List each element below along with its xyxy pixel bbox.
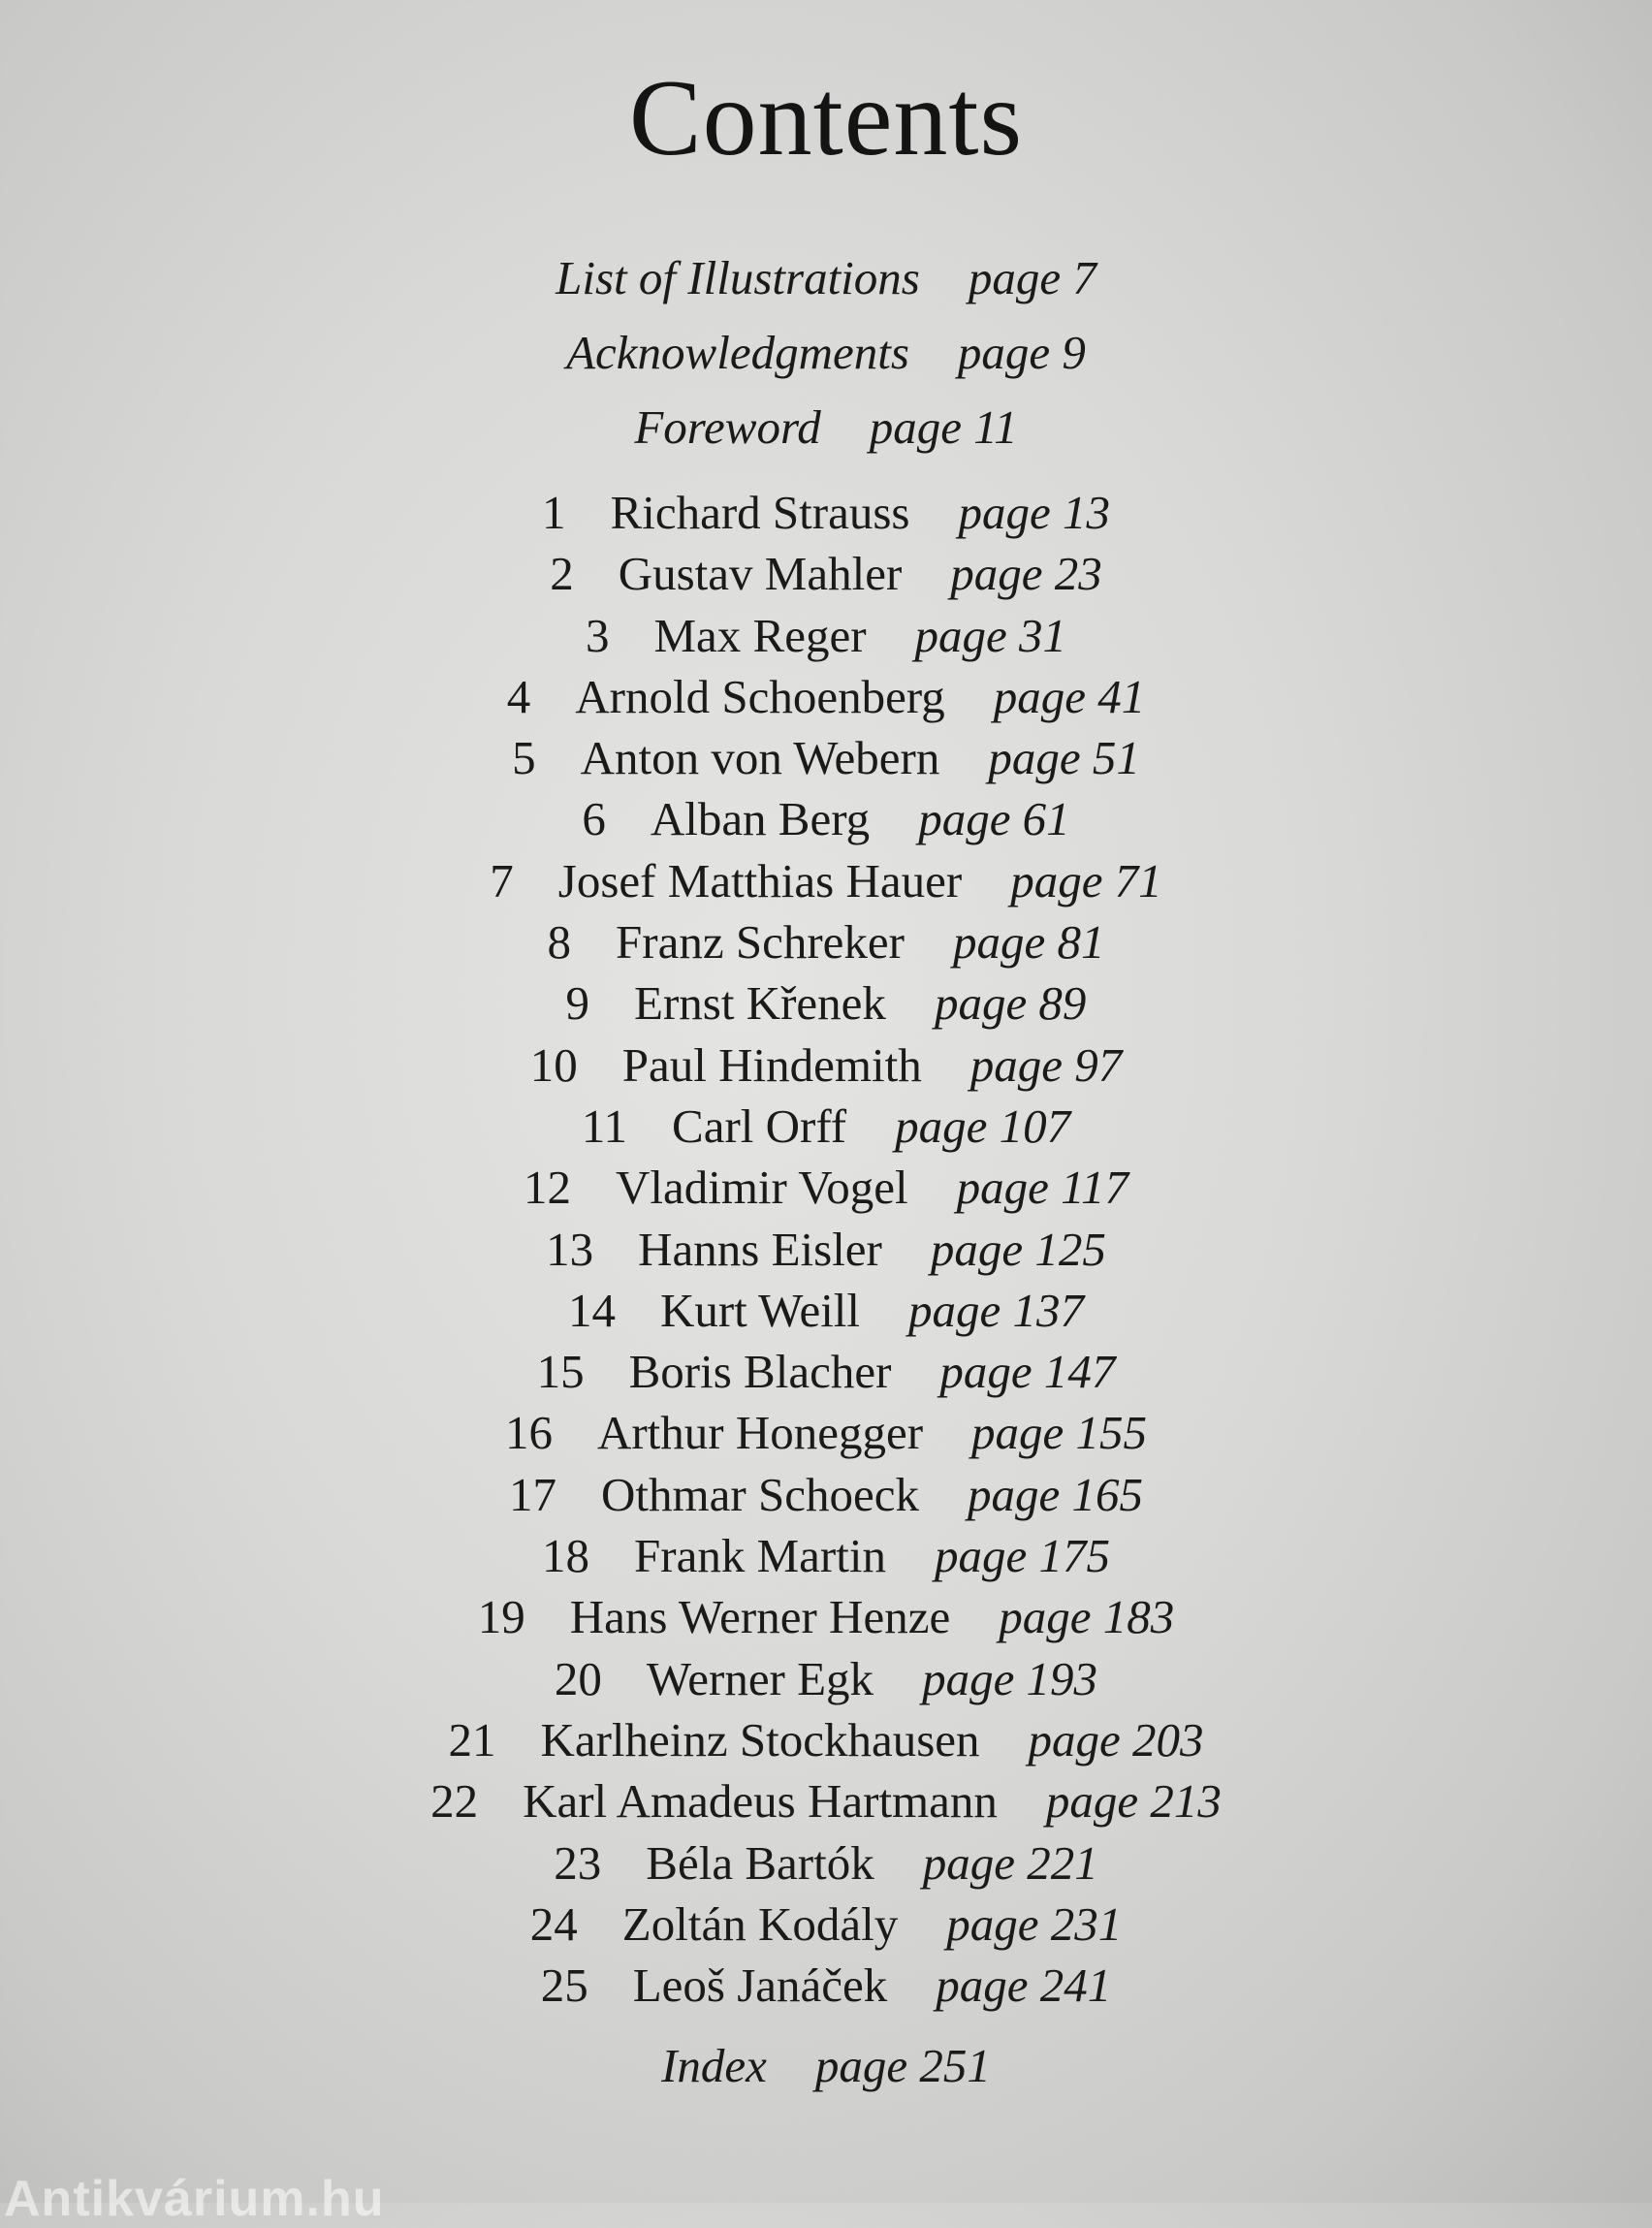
chapter-name: Anton von Webern bbox=[580, 731, 940, 785]
chapter-name: Werner Egk bbox=[646, 1651, 874, 1705]
chapter-page: page 41 bbox=[993, 669, 1146, 723]
chapter-entry[interactable] bbox=[0, 1222, 1652, 1283]
chapter-name: Frank Martin bbox=[634, 1529, 886, 1583]
chapter-name: Vladimir Vogel bbox=[615, 1161, 908, 1215]
chapter-name: Boris Blacher bbox=[628, 1345, 892, 1399]
chapter-name: Kurt Weill bbox=[659, 1283, 861, 1337]
chapter-page: page 183 bbox=[999, 1590, 1175, 1644]
chapter-entry[interactable] bbox=[0, 485, 1652, 546]
back-matter-list bbox=[0, 2038, 1652, 2106]
chapter-name: Zoltán Kodály bbox=[621, 1896, 899, 1951]
chapter-page: page 71 bbox=[1010, 853, 1162, 907]
chapter-number: 23 bbox=[554, 1835, 602, 1890]
chapter-number: 20 bbox=[554, 1651, 602, 1705]
chapter-number: 10 bbox=[529, 1037, 578, 1092]
back-matter-entry[interactable] bbox=[0, 2038, 1652, 2106]
chapter-entry[interactable] bbox=[0, 1098, 1652, 1160]
front-matter-entry[interactable] bbox=[0, 399, 1652, 474]
chapter-number: 1 bbox=[542, 486, 566, 539]
chapter-number: 7 bbox=[490, 853, 514, 907]
chapter-number: 8 bbox=[547, 915, 572, 970]
chapter-number: 3 bbox=[585, 608, 610, 662]
chapter-entry[interactable] bbox=[0, 1896, 1652, 1957]
chapter-page: page 137 bbox=[908, 1283, 1085, 1337]
chapter-page: page 13 bbox=[958, 486, 1110, 539]
chapter-entry[interactable] bbox=[0, 1160, 1652, 1221]
entry-page: page 11 bbox=[869, 400, 1018, 454]
chapter-name: Richard Strauss bbox=[610, 486, 910, 539]
chapter-name: Karl Amadeus Hartmann bbox=[523, 1774, 998, 1829]
chapter-entry[interactable] bbox=[0, 1528, 1652, 1589]
chapter-entry[interactable] bbox=[0, 1467, 1652, 1528]
watermark: Antikvárium.hu bbox=[4, 2171, 385, 2227]
entry-page: page 9 bbox=[957, 326, 1086, 379]
chapter-page: page 97 bbox=[969, 1037, 1123, 1092]
chapter-page: page 23 bbox=[950, 547, 1102, 601]
chapter-entry[interactable] bbox=[0, 1283, 1652, 1344]
chapter-entry[interactable] bbox=[0, 1405, 1652, 1466]
chapter-page: page 175 bbox=[934, 1529, 1110, 1583]
entry-title: Foreword bbox=[634, 400, 821, 454]
chapter-entry[interactable] bbox=[0, 1344, 1652, 1405]
chapter-name: Othmar Schoeck bbox=[601, 1467, 919, 1521]
chapter-name: Arthur Honegger bbox=[596, 1406, 924, 1460]
entry-page: page 251 bbox=[814, 2039, 991, 2092]
chapter-name: Arnold Schoenberg bbox=[575, 669, 945, 723]
entry-page: page 7 bbox=[968, 251, 1096, 304]
chapter-page: page 51 bbox=[988, 731, 1140, 785]
chapter-number: 11 bbox=[581, 1098, 628, 1153]
chapter-number: 15 bbox=[536, 1345, 585, 1399]
page-title: Contents bbox=[628, 58, 1024, 178]
chapter-page: page 165 bbox=[967, 1467, 1143, 1521]
chapter-entry[interactable] bbox=[0, 1773, 1652, 1834]
front-matter-list bbox=[0, 250, 1652, 474]
entry-title: Index bbox=[661, 2039, 767, 2092]
chapter-entry[interactable] bbox=[0, 853, 1652, 914]
chapter-entry[interactable] bbox=[0, 791, 1652, 852]
front-matter-entry[interactable] bbox=[0, 250, 1652, 325]
chapter-entry[interactable] bbox=[0, 1712, 1652, 1773]
chapter-number: 19 bbox=[477, 1590, 525, 1644]
chapter-name: Ernst Křenek bbox=[634, 976, 886, 1031]
chapter-entry[interactable] bbox=[0, 975, 1652, 1036]
chapter-entry[interactable] bbox=[0, 1835, 1652, 1896]
chapter-page: page 231 bbox=[946, 1896, 1123, 1951]
entry-title: Acknowledgments bbox=[566, 326, 909, 379]
front-matter-entry[interactable] bbox=[0, 325, 1652, 399]
chapter-page: page 221 bbox=[922, 1835, 1098, 1890]
chapter-page: page 89 bbox=[934, 976, 1087, 1031]
chapter-page: page 155 bbox=[971, 1406, 1148, 1460]
chapter-number: 5 bbox=[512, 731, 536, 785]
entry-title: List of Illustrations bbox=[556, 251, 920, 304]
chapter-number: 16 bbox=[504, 1406, 553, 1460]
chapter-page: page 117 bbox=[956, 1161, 1129, 1215]
chapter-entry[interactable] bbox=[0, 1589, 1652, 1650]
chapter-number: 13 bbox=[546, 1222, 594, 1276]
chapter-name: Leoš Janáček bbox=[632, 1958, 888, 2013]
chapter-page: page 213 bbox=[1045, 1774, 1222, 1829]
chapter-number: 24 bbox=[529, 1896, 578, 1951]
chapter-entry[interactable] bbox=[0, 1037, 1652, 1098]
chapter-entry[interactable] bbox=[0, 1651, 1652, 1712]
chapter-name: Josef Matthias Hauer bbox=[557, 853, 963, 907]
chapter-name: Franz Schreker bbox=[616, 915, 905, 970]
chapter-number: 14 bbox=[567, 1283, 616, 1337]
chapter-number: 2 bbox=[550, 547, 574, 601]
chapter-number: 12 bbox=[523, 1161, 571, 1215]
chapter-name: Gustav Mahler bbox=[618, 547, 903, 601]
chapter-page: page 193 bbox=[922, 1651, 1098, 1705]
chapter-number: 17 bbox=[509, 1467, 557, 1521]
chapter-name: Paul Hindemith bbox=[621, 1037, 922, 1092]
chapter-page: page 125 bbox=[930, 1222, 1106, 1276]
chapter-entry[interactable] bbox=[0, 669, 1652, 730]
chapter-number: 25 bbox=[540, 1958, 588, 2013]
chapter-number: 18 bbox=[542, 1529, 590, 1583]
chapter-number: 21 bbox=[448, 1712, 496, 1766]
chapter-entry[interactable] bbox=[0, 1957, 1652, 2019]
chapter-entry[interactable] bbox=[0, 608, 1652, 669]
chapter-page: page 203 bbox=[1028, 1712, 1204, 1766]
chapter-page: page 107 bbox=[895, 1098, 1071, 1153]
chapter-number: 22 bbox=[430, 1774, 479, 1829]
chapter-list bbox=[0, 485, 1652, 2019]
chapter-entry[interactable] bbox=[0, 546, 1652, 607]
chapter-name: Hanns Eisler bbox=[638, 1222, 882, 1276]
chapter-number: 9 bbox=[565, 976, 590, 1031]
chapter-number: 4 bbox=[506, 669, 531, 723]
chapter-page: page 241 bbox=[936, 1958, 1112, 2013]
chapter-entry[interactable] bbox=[0, 730, 1652, 791]
chapter-name: Béla Bartók bbox=[646, 1835, 874, 1890]
chapter-page: page 147 bbox=[939, 1345, 1116, 1399]
chapter-name: Alban Berg bbox=[650, 792, 871, 846]
chapter-number: 6 bbox=[582, 792, 606, 846]
chapter-page: page 81 bbox=[952, 915, 1105, 970]
chapter-entry[interactable] bbox=[0, 914, 1652, 975]
chapter-name: Hans Werner Henze bbox=[569, 1590, 951, 1644]
chapter-name: Karlheinz Stockhausen bbox=[540, 1712, 980, 1766]
chapter-name: Carl Orff bbox=[672, 1098, 847, 1153]
chapter-page: page 31 bbox=[914, 608, 1067, 662]
chapter-page: page 61 bbox=[918, 792, 1070, 846]
chapter-name: Max Reger bbox=[653, 608, 867, 662]
